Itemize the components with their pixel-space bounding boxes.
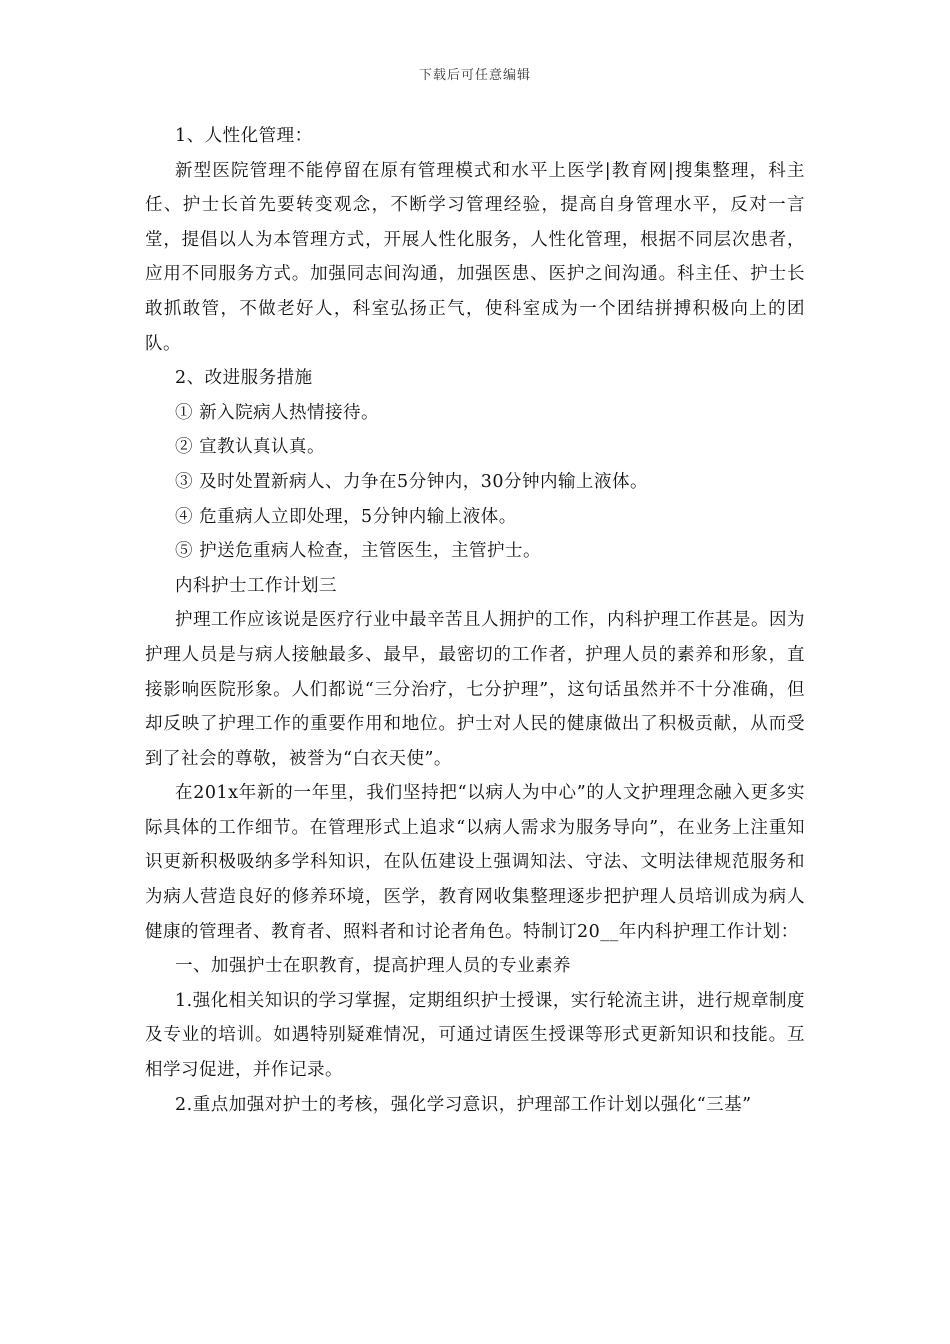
list-item-measure-2: ② 宣教认真认真。 (175, 437, 326, 458)
section-heading-service-measures: 2、改进服务措施 (175, 368, 313, 389)
page-header: 下载后可任意编辑 (418, 68, 531, 83)
section-heading-in-service-education: 一、加强护士在职教育，提高护理人员的专业素养 (175, 956, 571, 977)
document-body (145, 119, 805, 1122)
section-title-work-plan-3: 内科护士工作计划三 (175, 575, 337, 596)
section-heading-humanized-management: 1、人性化管理： (175, 126, 313, 146)
paragraph-new-year-plan: 在201x年新的一年里，我们坚持把“以病人为中心”的人文护理理念融入更多实际具体的工作细节。在管理形式上追求“以病人需求为服务导向”，在业务上注重知识更新积极吸纳多学科知识，在队伍建设上强调知法、守法、文明法律规范服务和为病人营造良好的修养环境，医学，教育网收集整理逐步把护理人员培训成为病人健康的管理者、教育者、照料者和讨论者角色。特制订20__年内科护理工作计划： (145, 783, 805, 942)
paragraph-management-approach: 新型医院管理不能停留在原有管理模式和水平上医学|教育网|搜集整理，科主任、护士长首先要转变观念，不断学习管理经验，提高自身管理水平，反对一言堂，提倡以人为本管理方式，开展人性化服务，人性化管理，根据不同层次患者，应用不同服务方式。加强同志间沟通，加强医患、医护之间沟通。科主任、护士长敢抓敢管，不做老好人，科室弘扬正气，使科室成为一个团结拼搏积极向上的团队。 (145, 160, 805, 354)
paragraph-knowledge-training: 1.强化相关知识的学习掌握，定期组织护士授课，实行轮流主讲，进行规章制度及专业的培训。如遇特别疑难情况，可通过请医生授课等形式更新知识和技能。互相学习促进，并作记录。 (145, 990, 805, 1081)
paragraph-nursing-importance: 护理工作应该说是医疗行业中最辛苦且人拥护的工作，内科护理工作甚是。因为护理人员是与病人接触最多、最早，最密切的工作者，护理人员的素养和形象，直接影响医院形象。人们都说“三分治疗，七分护理”，这句话虽然并不十分准确，但却反映了护理工作的重要作用和地位。护士对人民的健康做出了积极贡献，从而受到了社会的尊敬，被誉为“白衣天使”。 (145, 610, 805, 769)
list-item-measure-3: ③ 及时处置新病人、力争在5分钟内，30分钟内输上液体。 (175, 471, 648, 492)
paragraph-assessment: 2.重点加强对护士的考核，强化学习意识，护理部工作计划以强化“三基” (175, 1094, 752, 1115)
list-item-measure-1: ① 新入院病人热情接待。 (175, 402, 380, 423)
list-item-measure-5: ⑤ 护送危重病人检查，主管医生，主管护士。 (175, 541, 542, 562)
list-item-measure-4: ④ 危重病人立即处理，5分钟内输上液体。 (175, 506, 517, 527)
